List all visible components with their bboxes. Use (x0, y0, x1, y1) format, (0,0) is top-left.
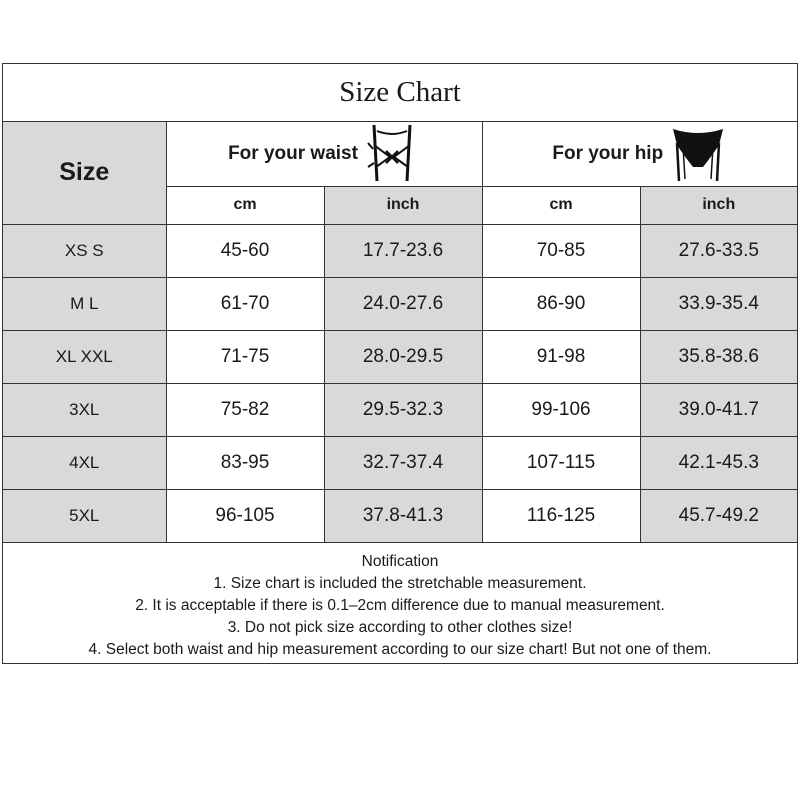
notification-line: 3. Do not pick size according to other clothes size! (227, 619, 573, 636)
waist-cm-cell: 96-105 (166, 489, 324, 542)
waist-cm-cell: 83-95 (166, 436, 324, 489)
waist-inch-cell: 28.0-29.5 (324, 330, 482, 383)
table-row (3, 277, 797, 330)
waist-inch-cell: 24.0-27.6 (324, 277, 482, 330)
waist-cm-cell: 75-82 (166, 383, 324, 436)
hip-inch-cell: 42.1-45.3 (640, 436, 797, 489)
hip-inch-cell: 27.6-33.5 (640, 224, 797, 277)
hip-garment-icon (669, 123, 727, 185)
size-cell: XL XXL (3, 330, 166, 383)
size-cell: XS S (3, 224, 166, 277)
table-row (3, 224, 797, 277)
hip-cm-cell: 91-98 (482, 330, 640, 383)
notification-line: 2. It is acceptable if there is 0.1–2cm difference due to manual measurement. (135, 597, 665, 614)
waist-header-label: For your waist (228, 142, 358, 164)
size-cell: 5XL (3, 489, 166, 542)
table-row (3, 436, 797, 489)
hip-inch-cell: 35.8-38.6 (640, 330, 797, 383)
waist-measure-icon (364, 123, 420, 185)
unit-hip-cm: cm (482, 186, 640, 224)
hip-cm-cell: 70-85 (482, 224, 640, 277)
hip-inch-cell: 33.9-35.4 (640, 277, 797, 330)
chart-title: Size Chart (3, 64, 797, 122)
hip-header-label: For your hip (552, 142, 664, 164)
waist-inch-cell: 17.7-23.6 (324, 224, 482, 277)
unit-hip-inch: inch (640, 186, 797, 224)
waist-inch-cell: 37.8-41.3 (324, 489, 482, 542)
hip-cm-cell: 116-125 (482, 489, 640, 542)
size-table (3, 122, 797, 543)
table-row (3, 330, 797, 383)
hip-cm-cell: 99-106 (482, 383, 640, 436)
waist-header (166, 122, 482, 186)
waist-cm-cell: 45-60 (166, 224, 324, 277)
hip-inch-cell: 39.0-41.7 (640, 383, 797, 436)
size-cell: M L (3, 277, 166, 330)
table-row (3, 489, 797, 542)
hip-header (482, 122, 797, 186)
hip-cm-cell: 86-90 (482, 277, 640, 330)
unit-waist-cm: cm (166, 186, 324, 224)
waist-inch-cell: 29.5-32.3 (324, 383, 482, 436)
notification-block (3, 546, 797, 663)
notification-line: 4. Select both waist and hip measurement according to our size chart! But not one of them. (88, 641, 712, 658)
size-header: Size (3, 122, 166, 224)
size-cell: 4XL (3, 436, 166, 489)
hip-inch-cell: 45.7-49.2 (640, 489, 797, 542)
notification-heading: Notification (361, 553, 439, 570)
waist-inch-cell: 32.7-37.4 (324, 436, 482, 489)
notification-line: 1. Size chart is included the stretchable measurement. (213, 575, 587, 592)
unit-waist-inch: inch (324, 186, 482, 224)
waist-cm-cell: 61-70 (166, 277, 324, 330)
waist-cm-cell: 71-75 (166, 330, 324, 383)
size-chart (2, 63, 798, 664)
size-cell: 3XL (3, 383, 166, 436)
hip-cm-cell: 107-115 (482, 436, 640, 489)
table-row (3, 383, 797, 436)
